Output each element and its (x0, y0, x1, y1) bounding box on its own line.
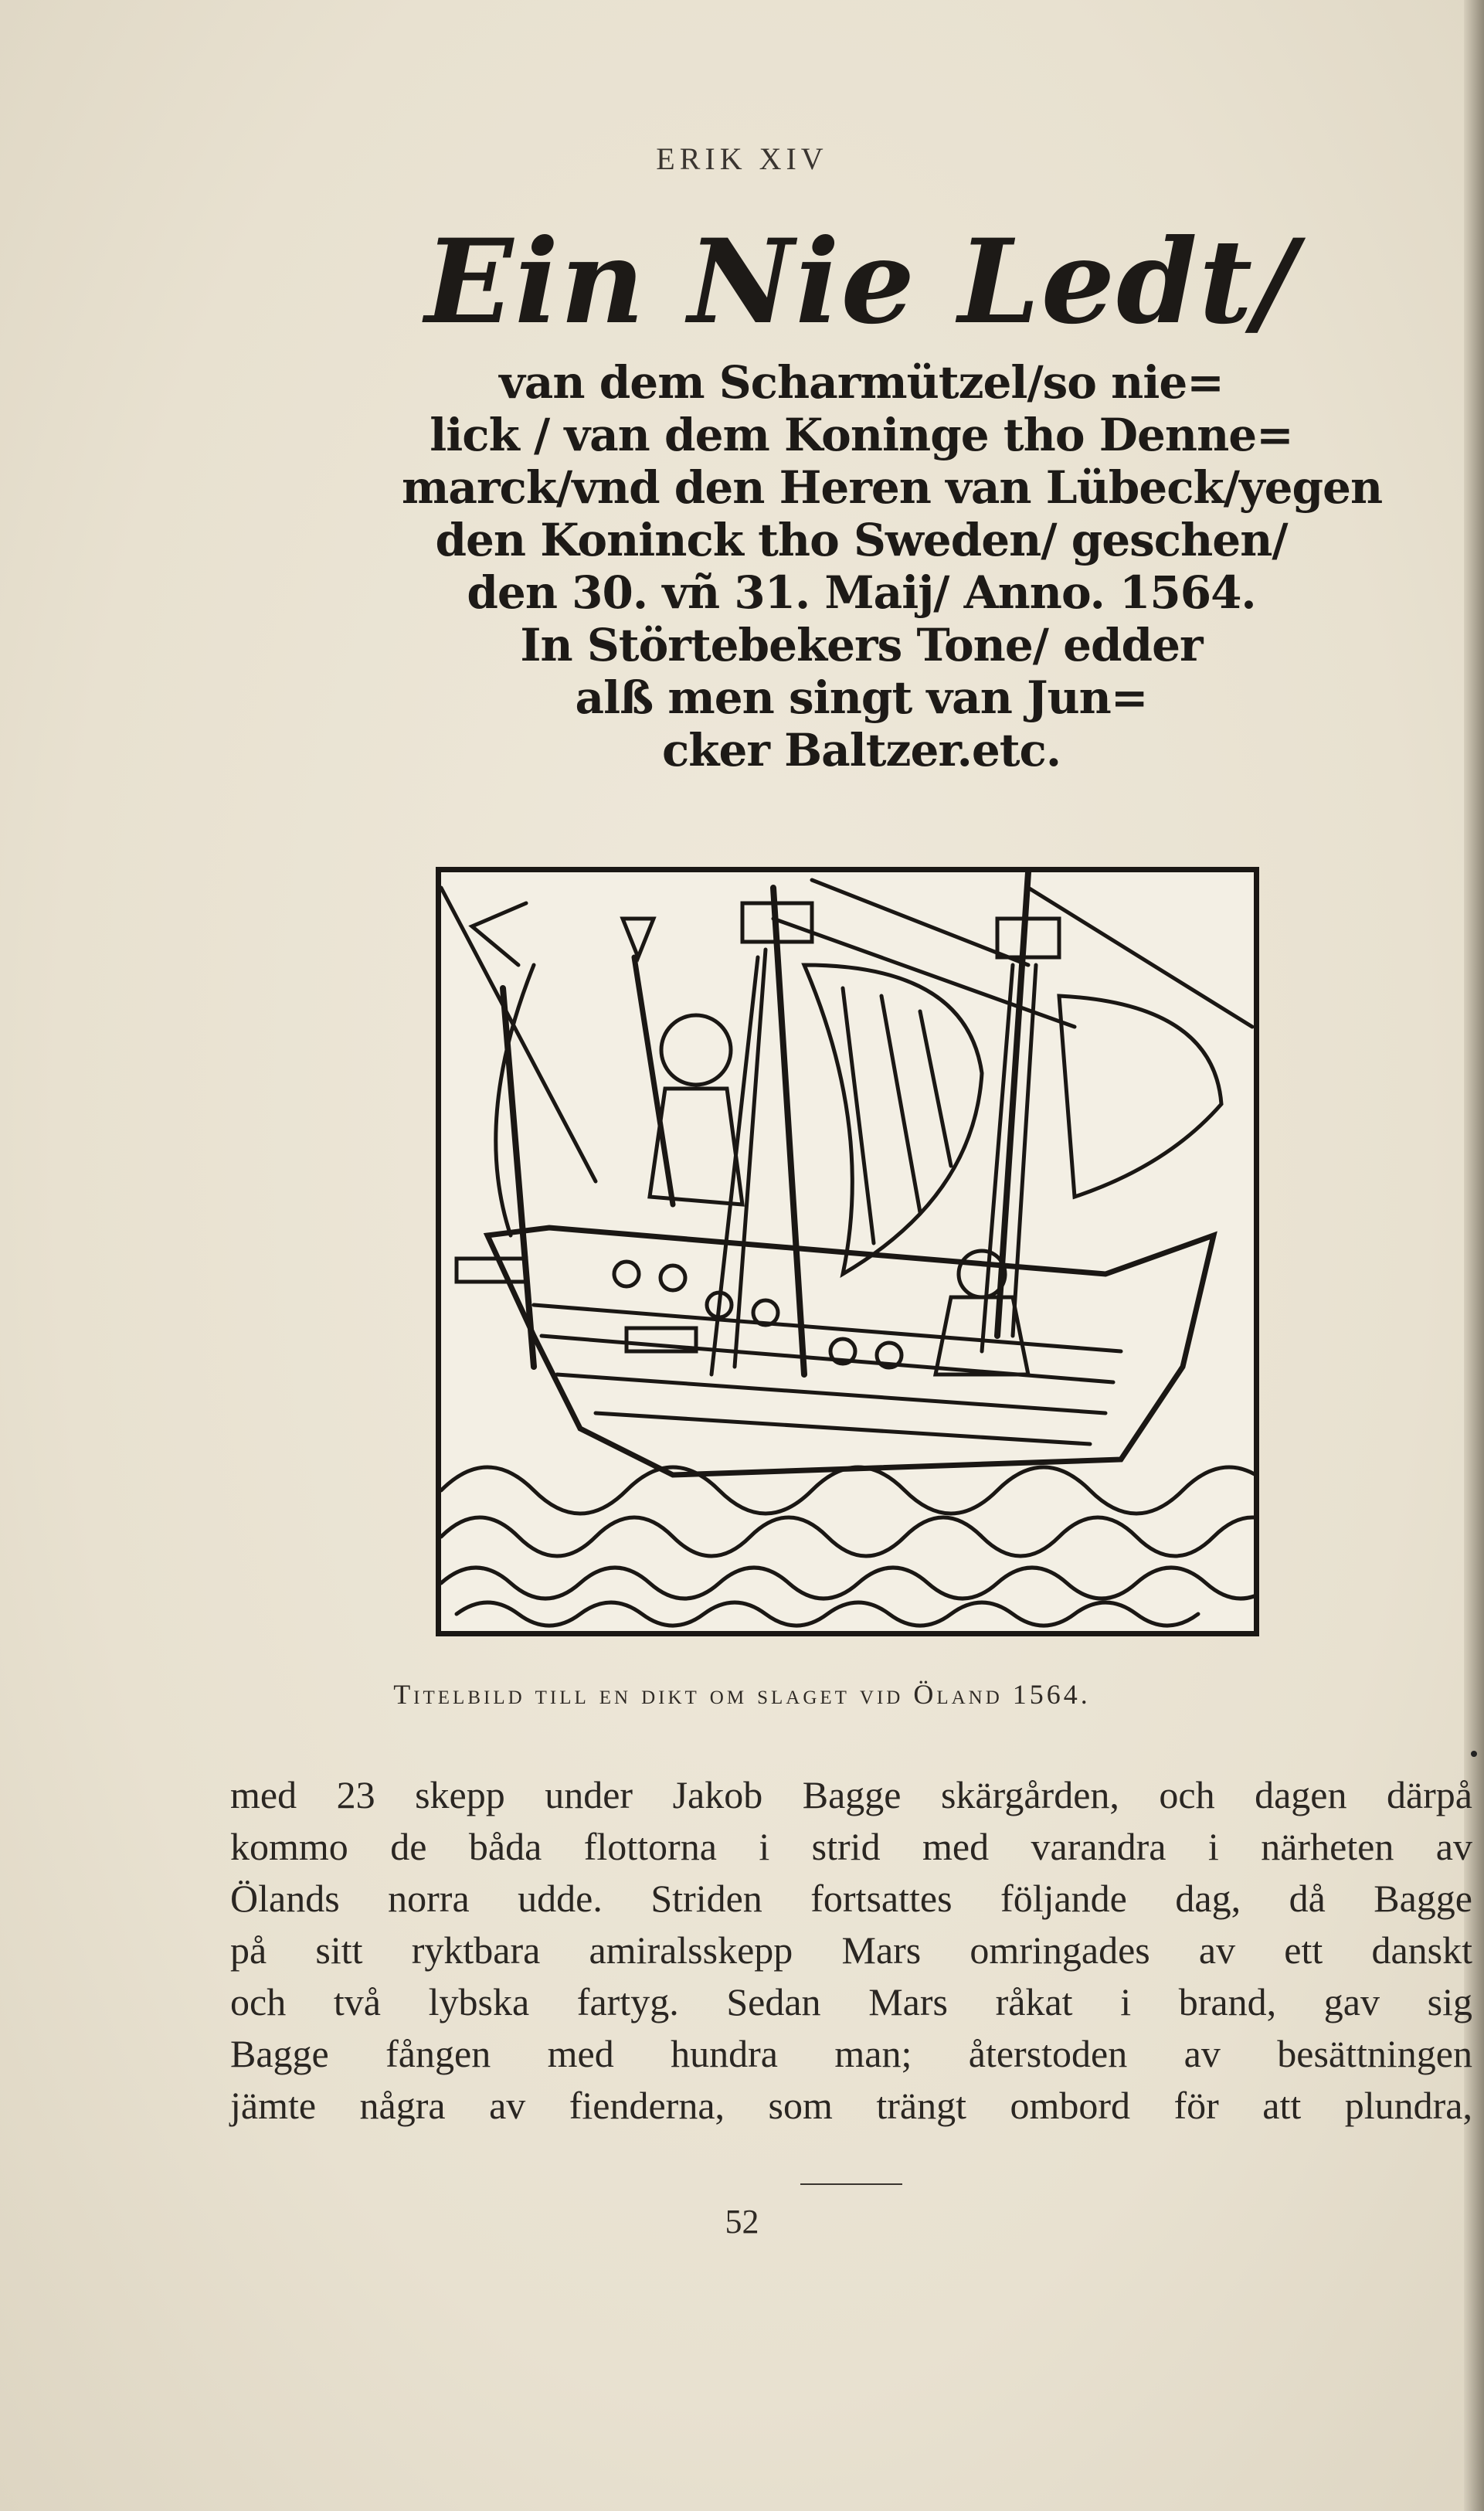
sail (1059, 996, 1221, 1197)
title-line-3: marck/vnd den Heren van Lübeck/yegen (402, 461, 1383, 514)
hull-line (557, 1374, 1105, 1413)
wave (441, 1568, 1254, 1599)
footer-rule (800, 2183, 902, 2185)
hull-line (596, 1413, 1090, 1444)
margin-mark (1471, 1751, 1477, 1757)
wave (441, 1467, 1254, 1514)
flag (472, 903, 526, 965)
body-line: Bagge fången med hundra man; återstoden av besättningen (230, 2032, 1472, 2075)
rigging (441, 888, 596, 1181)
title-block (402, 214, 1383, 776)
wave (441, 1517, 1254, 1556)
woodcut-ship-illustration (436, 867, 1259, 1636)
figure-caption: Titelbild till en dikt om slaget vid Öland 1564. (393, 1679, 1091, 1710)
gun-port (660, 1266, 685, 1290)
title-line-5: den 30. vñ 31. Maij/ Anno. 1564. (467, 566, 1256, 619)
sailor-head (959, 1251, 1005, 1297)
body-paragraph (230, 1769, 1472, 2132)
body-line: med 23 skepp under Jakob Bagge skärgården, och dagen därpå (230, 1773, 1472, 1816)
sail (804, 965, 982, 1274)
figure-head (661, 1015, 731, 1085)
rigging (773, 919, 1075, 1027)
page-number: 52 (725, 2203, 759, 2241)
body-line: jämte några av fienderna, som trängt ombord för att plundra, (230, 2084, 1472, 2127)
title-line-7: alß men singt van Jun= (575, 671, 1148, 724)
body-line: och två lybska fartyg. Sedan Mars råkat i brand, gav sig (230, 1980, 1472, 2023)
body-line: kommo de båda flottorna i strid med varandra i närheten av (230, 1825, 1472, 1868)
body-line: Ölands norra udde. Striden fortsattes följande dag, då Bagge (230, 1877, 1472, 1920)
ship-drawing (441, 872, 1254, 1631)
wave (457, 1602, 1198, 1626)
title-main: Ein Nie Ledt/ (424, 214, 1299, 350)
sail (881, 996, 920, 1212)
mast (773, 888, 804, 1374)
cannon (457, 1259, 526, 1282)
title-line-6: In Störtebekers Tone/ edder (520, 619, 1203, 671)
spear-tip (623, 919, 654, 957)
title-line-8: cker Baltzer.etc. (661, 724, 1061, 776)
title-line-1: van dem Scharmützel/so nie= (499, 356, 1224, 409)
gun-port (614, 1262, 639, 1286)
crows-nest (997, 919, 1059, 957)
title-line-2: lick / van dem Koninge tho Denne= (430, 409, 1293, 461)
page-edge (1464, 0, 1484, 2511)
title-line-4: den Koninck tho Sweden/ geschen/ (435, 514, 1288, 566)
hull-line (534, 1305, 1121, 1351)
running-head: ERIK XIV (656, 141, 828, 176)
sail (920, 1011, 951, 1166)
body-line: på sitt ryktbara amiralsskepp Mars omringades av ett danskt (230, 1928, 1472, 1972)
